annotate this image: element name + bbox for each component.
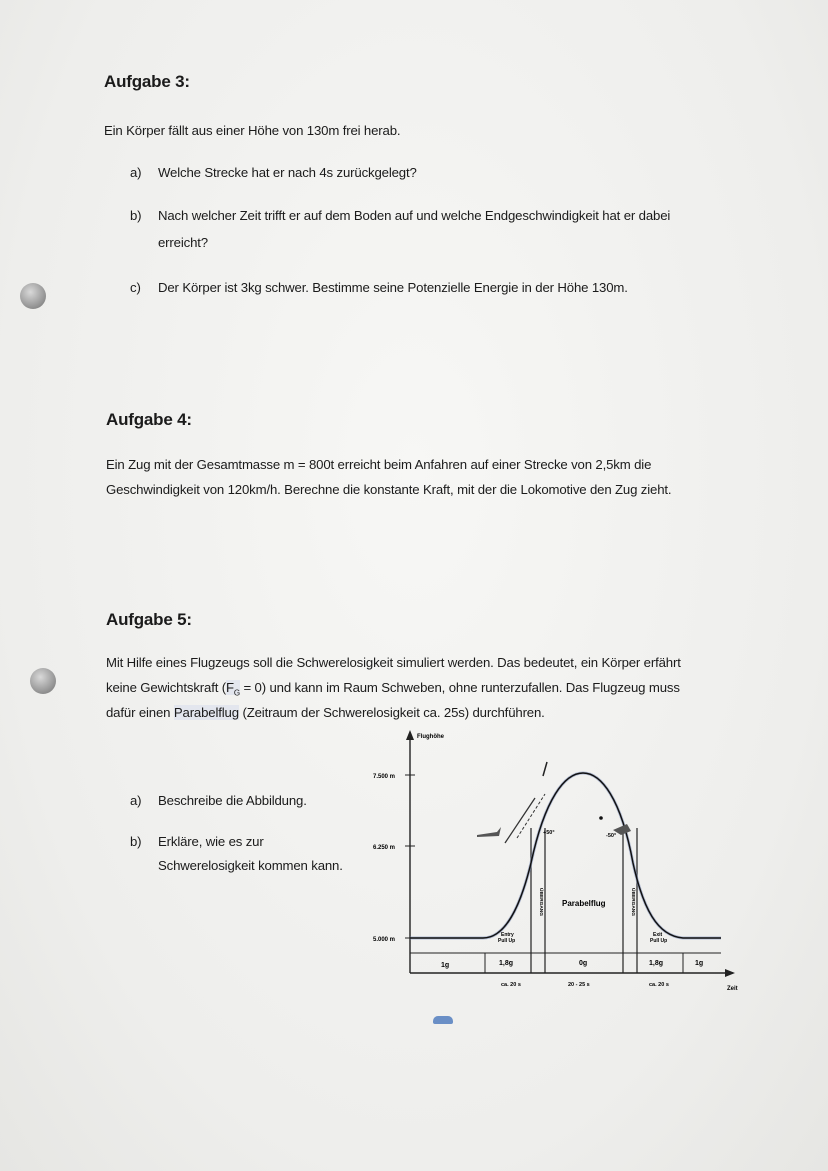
injection-label-left: ÜBERGANG [538, 888, 543, 916]
aufgabe4-heading: Aufgabe 4: [106, 410, 192, 429]
flight-path [410, 773, 721, 938]
aufgabe5-line1: Mit Hilfe eines Flugzeugs soll die Schwerelosigkeit simuliert werden. Das bedeutet, ein Körper erfährt [106, 655, 681, 670]
angle-up-label: +50° [543, 830, 555, 836]
y-axis-arrow-icon [406, 730, 414, 740]
parabelflug-label: Parabelflug [562, 899, 606, 908]
aufgabe5-item-b-text-2: Schwerelosigkeit kommen kann. [158, 858, 343, 873]
duration-entry: ca. 20 s [501, 982, 521, 988]
aufgabe3-heading: Aufgabe 3: [104, 72, 190, 91]
exit-label-1: Exit [653, 932, 663, 938]
duration-exit: ca. 20 s [649, 982, 669, 988]
aufgabe5-line2-end: = 0) und kann im Raum Schweben, ohne runterzufallen. Das Flugzeug muss [239, 680, 680, 695]
phase-label-0g: 0g [579, 960, 588, 967]
y-axis-label: Flughöhe [417, 734, 444, 740]
punch-hole-top [20, 283, 46, 309]
aufgabe5-line2 [106, 680, 680, 698]
aufgabe5-heading: Aufgabe 5: [106, 610, 192, 629]
aufgabe5-line2-start: keine Gewichtskraft ( [106, 680, 226, 695]
aufgabe4-line2: Geschwindigkeit von 120km/h. Berechne die konstante Kraft, mit der die Lokomotive den Zug zieht. [106, 482, 672, 497]
aufgabe5-item-a-text: Beschreibe die Abbildung. [158, 793, 307, 808]
aufgabe5-item-b-text: Erkläre, wie es zur [158, 834, 264, 849]
aufgabe3-item-b-text: Nach welcher Zeit trifft er auf dem Boden auf und welche Endgeschwindigkeit hat er dabei [158, 208, 671, 223]
aufgabe3-item-b-text-2: erreicht? [158, 235, 208, 250]
curve-dot [599, 816, 603, 820]
phase-label-1g-left: 1g [441, 962, 450, 969]
ytick-label-6250: 6.250 m [373, 845, 396, 851]
climb-line-3 [543, 762, 547, 776]
angle-down-label: -50° [606, 833, 617, 839]
aufgabe3-item-c-label: c) [130, 280, 141, 295]
injection-label-right: ÜBERGANG [630, 888, 635, 916]
aufgabe3-item-b-label: b) [130, 208, 142, 223]
exit-label-2: Pull Up [650, 938, 668, 944]
aufgabe3-item-a-label: a) [130, 165, 142, 180]
x-axis-label: Zeit [727, 986, 738, 992]
ink-smudge [433, 1016, 453, 1024]
airplane-entry-icon [477, 827, 501, 837]
ytick-label-7500: 7.500 m [373, 774, 396, 780]
punch-hole-bottom [30, 668, 56, 694]
aufgabe3-item-c-text: Der Körper ist 3kg schwer. Bestimme seine Potenzielle Energie in der Höhe 130m. [158, 280, 628, 295]
aufgabe5-item-a-label: a) [130, 793, 142, 808]
aufgabe3-intro: Ein Körper fällt aus einer Höhe von 130m frei herab. [104, 123, 401, 138]
entry-label-1: Entry [501, 932, 514, 938]
aufgabe5-item-b-label: b) [130, 834, 142, 849]
aufgabe5-line3: dafür einen Parabelflug (Zeitraum der Schwerelosigkeit ca. 25s) durchführen. [106, 705, 545, 720]
aufgabe3-item-a-text: Welche Strecke hat er nach 4s zurückgelegt? [158, 165, 417, 180]
x-axis-arrow-icon [725, 969, 735, 977]
aufgabe4-line1: Ein Zug mit der Gesamtmasse m = 800t erreicht beim Anfahren auf einer Strecke von 2,5km die [106, 457, 652, 472]
duration-zero-g: 20 - 25 s [568, 982, 590, 988]
phase-label-1-8g-left: 1,8g [499, 960, 514, 967]
ytick-label-5000: 5.000 m [373, 937, 396, 943]
parabelflug-chart [365, 728, 745, 998]
phase-label-1-8g-right: 1,8g [649, 960, 664, 967]
y-ticks [373, 774, 415, 943]
phase-label-1g-right: 1g [695, 960, 704, 967]
entry-label-2: Pull Up [498, 938, 516, 944]
parabelflug-highlight: Parabelflug [173, 705, 239, 720]
fg-symbol: $F_G$ [225, 680, 240, 698]
flight-path-shadow [410, 773, 721, 938]
